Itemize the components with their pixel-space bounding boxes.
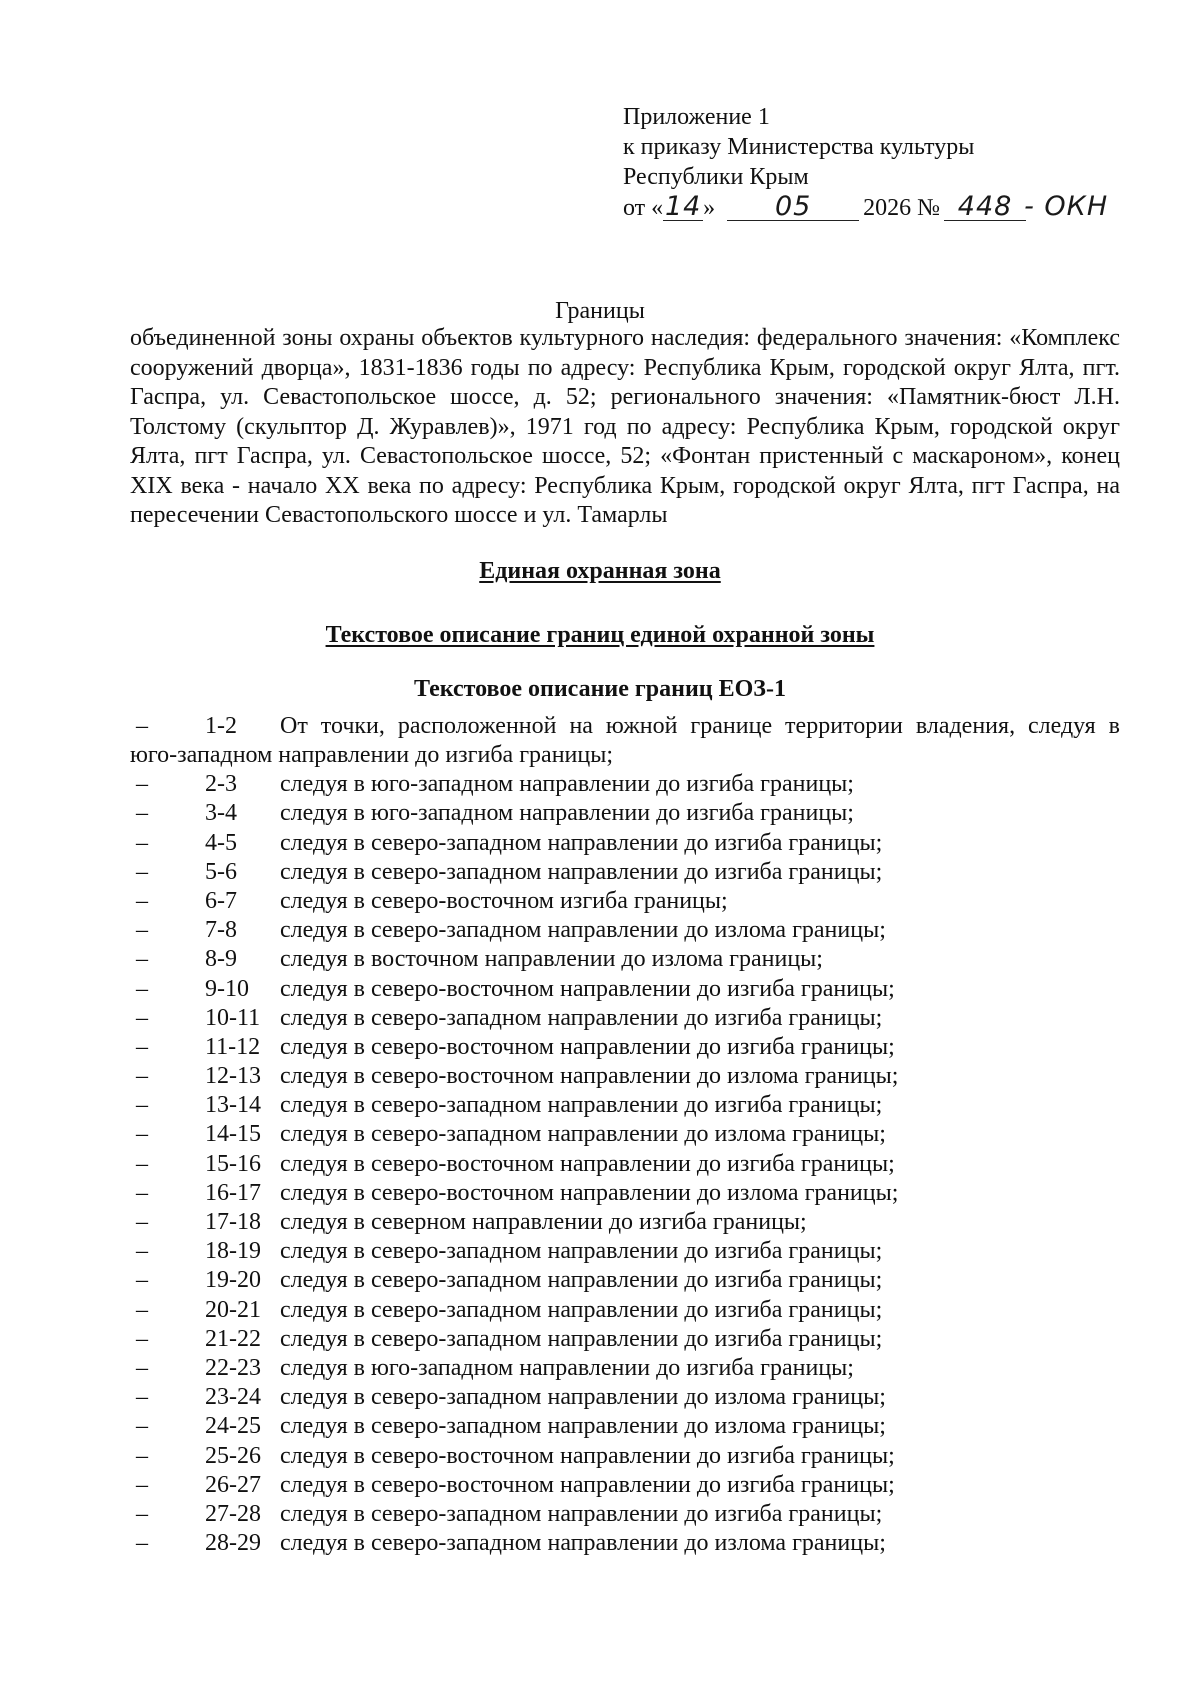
- appendix-date-line: [623, 192, 1108, 223]
- appendix-block: [623, 102, 1108, 223]
- year-and-number-label: 2026 №: [863, 195, 941, 221]
- entry-number: 17-18: [205, 1209, 261, 1235]
- list-item: [130, 858, 1120, 887]
- entry-dash: –: [136, 1500, 148, 1527]
- entry-text: следуя в северо-западном направлении до изгиба границы;: [280, 829, 883, 856]
- title-description: объединенной зоны охраны объектов культурного наследия: федерального значения: «Комплекс сооружений дворца», 1831-1836 годы по адресу: Республика Крым, городской округ Ялта, пгт. Гаспра, ул. Севастопольское шоссе, д. 52; регионального значения: «Памятник-бюст Л.Н. Толстому (скульптор Д. Журавлев)», 1971 год по адресу: Республика Крым, городской округ Ялта, пгт Гаспра, ул. Севастопольское шоссе, 52; «Фонтан пристенный с маскароном», конец XIX века - начало XX века по адресу: Республика Крым, городской округ Ялта, пгт Гаспра, на пересечении Севастопольского шоссе и ул. Тамарлы: [130, 325, 1120, 528]
- list-item: [130, 1296, 1120, 1325]
- entry-dash: –: [136, 800, 148, 827]
- entry-dash: –: [136, 713, 148, 739]
- appendix-line-3: Республики Крым: [623, 164, 809, 190]
- entry-dash: –: [136, 887, 148, 914]
- list-item: [130, 945, 1120, 974]
- entry-number: 4-5: [205, 829, 237, 856]
- entry-text: следуя в северо-западном направлении до изгиба границы;: [280, 1296, 883, 1323]
- list-item: [130, 1529, 1120, 1558]
- entry-text: следуя в северо-западном направлении до излома границы;: [280, 1121, 886, 1148]
- entry-text: следуя в северо-восточном направлении до изгиба границы;: [280, 975, 895, 1002]
- heading-zone: [0, 558, 1200, 585]
- entry-text: следуя в северо-западном направлении до изгиба границы;: [280, 1267, 883, 1294]
- entry-text: следуя в северном направлении до изгиба границы;: [280, 1209, 807, 1235]
- heading-text-description: [0, 622, 1200, 649]
- entry-dash: –: [136, 771, 148, 798]
- entry-dash: –: [136, 829, 148, 856]
- first-entry-word: территории: [785, 713, 903, 739]
- entry-text: следуя в северо-восточном направлении до изгиба границы;: [280, 1033, 895, 1060]
- entry-dash: –: [136, 1179, 148, 1206]
- entry-number: 22-23: [205, 1354, 261, 1381]
- first-entry-line-1: [130, 712, 1120, 741]
- entry-number: 24-25: [205, 1413, 261, 1440]
- first-entry-word: От: [280, 713, 308, 739]
- entry-text: следуя в северо-восточном направлении до изгиба границы;: [280, 1471, 895, 1498]
- first-entry-word: следуя: [1028, 713, 1096, 739]
- entry-number: 26-27: [205, 1471, 261, 1498]
- heading-text-description-text: Текстовое описание границ единой охранной зоны: [325, 622, 875, 648]
- entry-number: 7-8: [205, 917, 237, 944]
- entry-number: 15-16: [205, 1150, 261, 1177]
- entry-number: 11-12: [205, 1033, 261, 1060]
- date-prefix: от «: [623, 195, 664, 221]
- entry-number: 19-20: [205, 1267, 261, 1294]
- handwritten-day: 14: [664, 191, 702, 222]
- list-item: [130, 1354, 1120, 1383]
- first-entry-word: на: [569, 713, 593, 739]
- list-item: [130, 1091, 1120, 1120]
- entry-text: следуя в северо-западном направлении до изгиба границы;: [280, 858, 883, 885]
- entry-number: 2-3: [205, 771, 237, 798]
- entry-text: следуя в северо-западном направлении до изгиба границы;: [280, 1092, 883, 1119]
- entry-number: 6-7: [205, 887, 237, 914]
- handwritten-order-suffix: - ОКН: [1024, 191, 1109, 222]
- first-entry-line-2: юго-западном направлении до изгиба границы;: [130, 742, 614, 768]
- entry-text: следуя в северо-западном направлении до изгиба границы;: [280, 1325, 883, 1352]
- entry-text: следуя в северо-западном направлении до изгиба границы;: [280, 1004, 883, 1031]
- list-item: [130, 1237, 1120, 1266]
- list-item: [130, 1383, 1120, 1412]
- entry-dash: –: [136, 1471, 148, 1498]
- entry-dash: –: [136, 1354, 148, 1381]
- entry-text: следуя в северо-западном направлении до излома границы;: [280, 1384, 886, 1411]
- entry-text: следуя в восточном направлении до излома границы;: [280, 946, 823, 973]
- entry-dash: –: [136, 1442, 148, 1469]
- first-entry-word: границе: [690, 713, 773, 739]
- entry-text: следуя в юго-западном направлении до изгиба границы;: [280, 800, 854, 827]
- entry-dash: –: [136, 858, 148, 885]
- entry-number: 10-11: [205, 1004, 261, 1031]
- list-item: [130, 975, 1120, 1004]
- entry-dash: –: [136, 1033, 148, 1060]
- entry-number: 9-10: [205, 975, 249, 1002]
- list-item: [130, 1208, 1120, 1237]
- entry-text: следуя в юго-западном направлении до изгиба границы;: [280, 771, 854, 798]
- title-heading: Границы: [555, 298, 645, 324]
- list-item: [130, 1179, 1120, 1208]
- heading-eoz1: Текстовое описание границ ЕОЗ-1: [414, 676, 786, 702]
- entry-dash: –: [136, 1209, 148, 1235]
- entry-number: 3-4: [205, 800, 237, 827]
- entry-dash: –: [136, 1150, 148, 1177]
- list-item: [130, 1266, 1120, 1295]
- entry-number: 8-9: [205, 946, 237, 973]
- entry-dash: –: [136, 1413, 148, 1440]
- entry-number: 23-24: [205, 1384, 261, 1411]
- list-item: [130, 1500, 1120, 1529]
- handwritten-order-number: 448: [944, 194, 1026, 221]
- list-item: [130, 1033, 1120, 1062]
- appendix-line-1: Приложение 1: [623, 104, 770, 130]
- entry-text: следуя в северо-восточном направлении до излома границы;: [280, 1063, 899, 1090]
- entry-text: следуя в северо-западном направлении до излома границы;: [280, 1413, 886, 1440]
- entry-text: следуя в северо-западном направлении до изгиба границы;: [280, 1500, 883, 1527]
- entry-dash: –: [136, 917, 148, 944]
- list-item: [130, 1471, 1120, 1500]
- entry-number: 13-14: [205, 1092, 261, 1119]
- date-close-quote: »: [703, 195, 716, 221]
- entry-text: следуя в северо-западном направлении до излома границы;: [280, 1530, 886, 1557]
- entry-dash: –: [136, 1325, 148, 1352]
- entry-number: 28-29: [205, 1530, 261, 1557]
- list-item: [130, 1442, 1120, 1471]
- entry-number: 1-2: [205, 713, 237, 739]
- list-item: [130, 770, 1120, 799]
- entry-dash: –: [136, 1530, 148, 1557]
- entry-number: 12-13: [205, 1063, 261, 1090]
- entry-text: следуя в северо-восточном направлении до изгиба границы;: [280, 1442, 895, 1469]
- entry-text: следуя в северо-западном направлении до изгиба границы;: [280, 1238, 883, 1265]
- first-entry-word: расположенной: [397, 713, 557, 739]
- entry-dash: –: [136, 946, 148, 973]
- list-item: [130, 829, 1120, 858]
- first-entry-word: точки,: [320, 713, 385, 739]
- entry-number: 14-15: [205, 1121, 261, 1148]
- list-item: [130, 1062, 1120, 1091]
- list-item: [130, 1325, 1120, 1354]
- entry-number: 18-19: [205, 1238, 261, 1265]
- entry-dash: –: [136, 1384, 148, 1411]
- list-item: [130, 1412, 1120, 1441]
- list-item: [130, 1150, 1120, 1179]
- entry-dash: –: [136, 1267, 148, 1294]
- entry-dash: –: [136, 1004, 148, 1031]
- first-entry-word: в: [1108, 713, 1120, 739]
- entry-dash: –: [136, 1238, 148, 1265]
- entry-text: следуя в северо-восточном изгиба границы;: [280, 887, 728, 914]
- entry-text: следуя в северо-западном направлении до излома границы;: [280, 917, 886, 944]
- entry-dash: –: [136, 1296, 148, 1323]
- first-entry-word: южной: [605, 713, 678, 739]
- entry-text: следуя в северо-восточном направлении до излома границы;: [280, 1179, 899, 1206]
- entry-number: 25-26: [205, 1442, 261, 1469]
- list-item: [130, 887, 1120, 916]
- entry-dash: –: [136, 1121, 148, 1148]
- list-item: [130, 916, 1120, 945]
- appendix-line-2: к приказу Министерства культуры: [623, 134, 975, 160]
- entry-text: следуя в юго-западном направлении до изгиба границы;: [280, 1354, 854, 1381]
- list-item: [130, 799, 1120, 828]
- entry-text: следуя в северо-восточном направлении до изгиба границы;: [280, 1150, 895, 1177]
- entry-dash: –: [136, 975, 148, 1002]
- list-item: [130, 1004, 1120, 1033]
- first-entry-word: владения,: [915, 713, 1016, 739]
- entry-dash: –: [136, 1063, 148, 1090]
- boundary-entries-list: [130, 712, 1120, 1558]
- list-item: [130, 1120, 1120, 1149]
- entry-dash: –: [136, 1092, 148, 1119]
- handwritten-month: 05: [727, 194, 859, 221]
- entry-number: 5-6: [205, 858, 237, 885]
- entry-number: 27-28: [205, 1500, 261, 1527]
- entry-number: 21-22: [205, 1325, 261, 1352]
- entry-number: 20-21: [205, 1296, 261, 1323]
- heading-zone-text: Единая охранная зона: [479, 558, 721, 584]
- entry-number: 16-17: [205, 1179, 261, 1206]
- list-item: [130, 712, 1120, 770]
